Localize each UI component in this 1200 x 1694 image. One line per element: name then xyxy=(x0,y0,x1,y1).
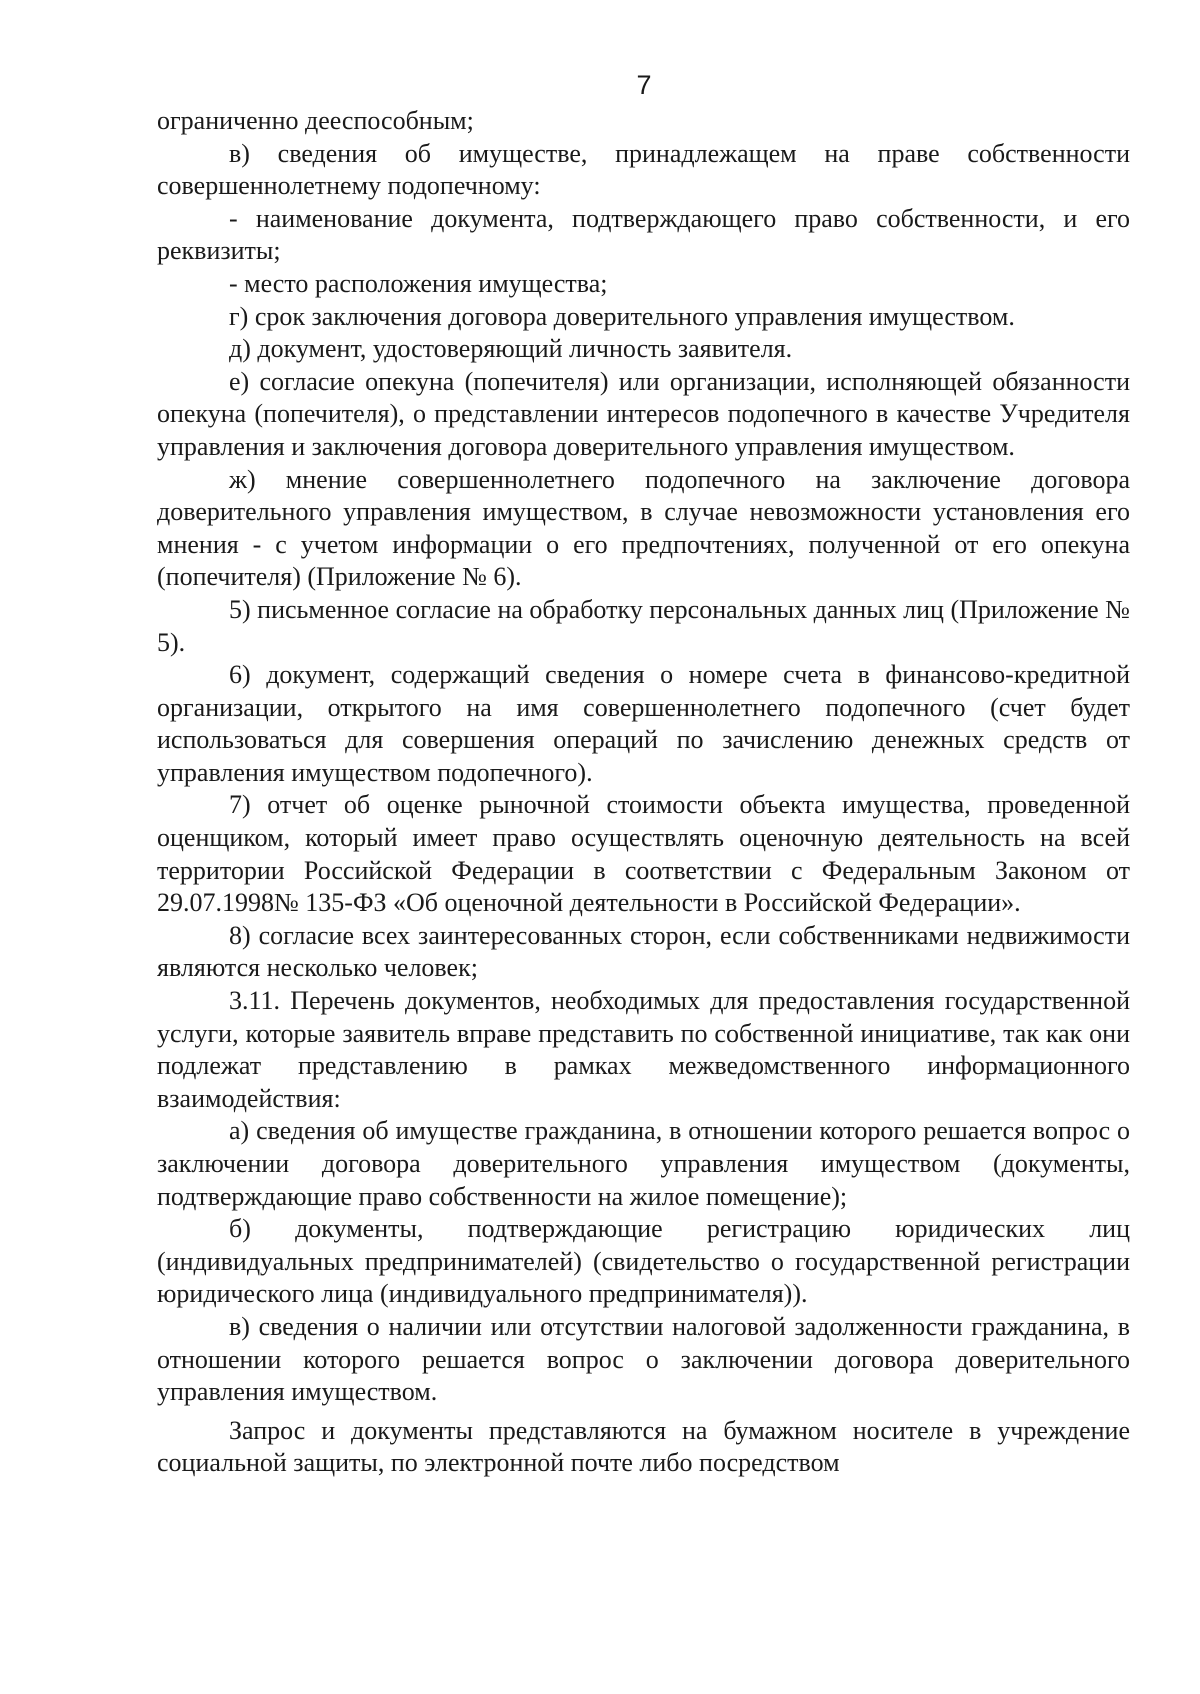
paragraph: г) срок заключения договора доверительного управления имуществом. xyxy=(229,301,1015,331)
paragraph: д) документ, удостоверяющий личность заявителя. xyxy=(229,334,793,364)
paragraph: ограниченно дееспособным; xyxy=(157,106,474,135)
paragraph: - наименование документа, подтверждающего право собственности, и его реквизиты; xyxy=(157,203,1130,266)
paragraph: 7) отчет об оценке рыночной стоимости объекта имущества, проведенной оценщиком, который имеет право осуществлять оценочную деятельность на всей территории Российской Федерации в соответствии с Федеральным Законом от 29.07.1998№ 135-ФЗ «Об оценочной деятельности в Российской Федерации». xyxy=(157,790,1130,918)
paragraph: 3.11. Перечень документов, необходимых для предоставления государственной услуги, которые заявитель вправе представить по собственной инициативе, так как они подлежат представлению в рамках межведомственного информационного взаимодействия: xyxy=(157,986,1130,1113)
paragraph: в) сведения о наличии или отсутствии налоговой задолженности гражданина, в отношении которого решается вопрос о заключении договора доверительного управления имуществом. xyxy=(157,1311,1130,1407)
paragraph: е) согласие опекуна (попечителя) или организации, исполняющей обязанности опекуна (попечителя), о представлении интересов подопечного в качестве Учредителя управления и заключения договора доверительного управления имуществом. xyxy=(157,366,1130,461)
paragraph: Запрос и документы представляются на бумажном носителе в учреждение социальной защиты, по электронной почте либо посредством xyxy=(157,1415,1130,1478)
paragraph: б) документы, подтверждающие регистрацию юридических лиц (индивидуальных предпринимателей) (свидетельство о государственной регистрации юридического лица (индивидуального предпринимателя)). xyxy=(157,1214,1130,1309)
page-number: 7 xyxy=(636,70,652,100)
paragraph: а) сведения об имуществе гражданина, в отношении которого решается вопрос о заключении договора доверительного управления имуществом (документы, подтверждающие право собственности на жилое помещение); xyxy=(157,1116,1130,1211)
paragraph: 8) согласие всех заинтересованных сторон, если собственниками недвижимости являются несколько человек; xyxy=(157,920,1130,983)
paragraph: 5) письменное согласие на обработку персональных данных лиц (Приложение № 5). xyxy=(157,594,1130,657)
paragraph: - место расположения имущества; xyxy=(229,268,608,298)
paragraph: 6) документ, содержащий сведения о номере счета в финансово-кредитной организации, открытого на имя совершеннолетнего подопечного (счет будет использоваться для совершения операций по зачислению денежных средств от управления имуществом подопечного). xyxy=(157,660,1130,787)
paragraph: ж) мнение совершеннолетнего подопечного на заключение договора доверительного управления имуществом, в случае невозможности установления его мнения - с учетом информации о его предпочтениях, полученной от его опекуна (попечителя) (Приложение № 6). xyxy=(157,464,1130,592)
document-body xyxy=(157,105,1130,1480)
paragraph: в) сведения об имуществе, принадлежащем на праве собственности совершеннолетнему подопечному: xyxy=(157,138,1130,201)
